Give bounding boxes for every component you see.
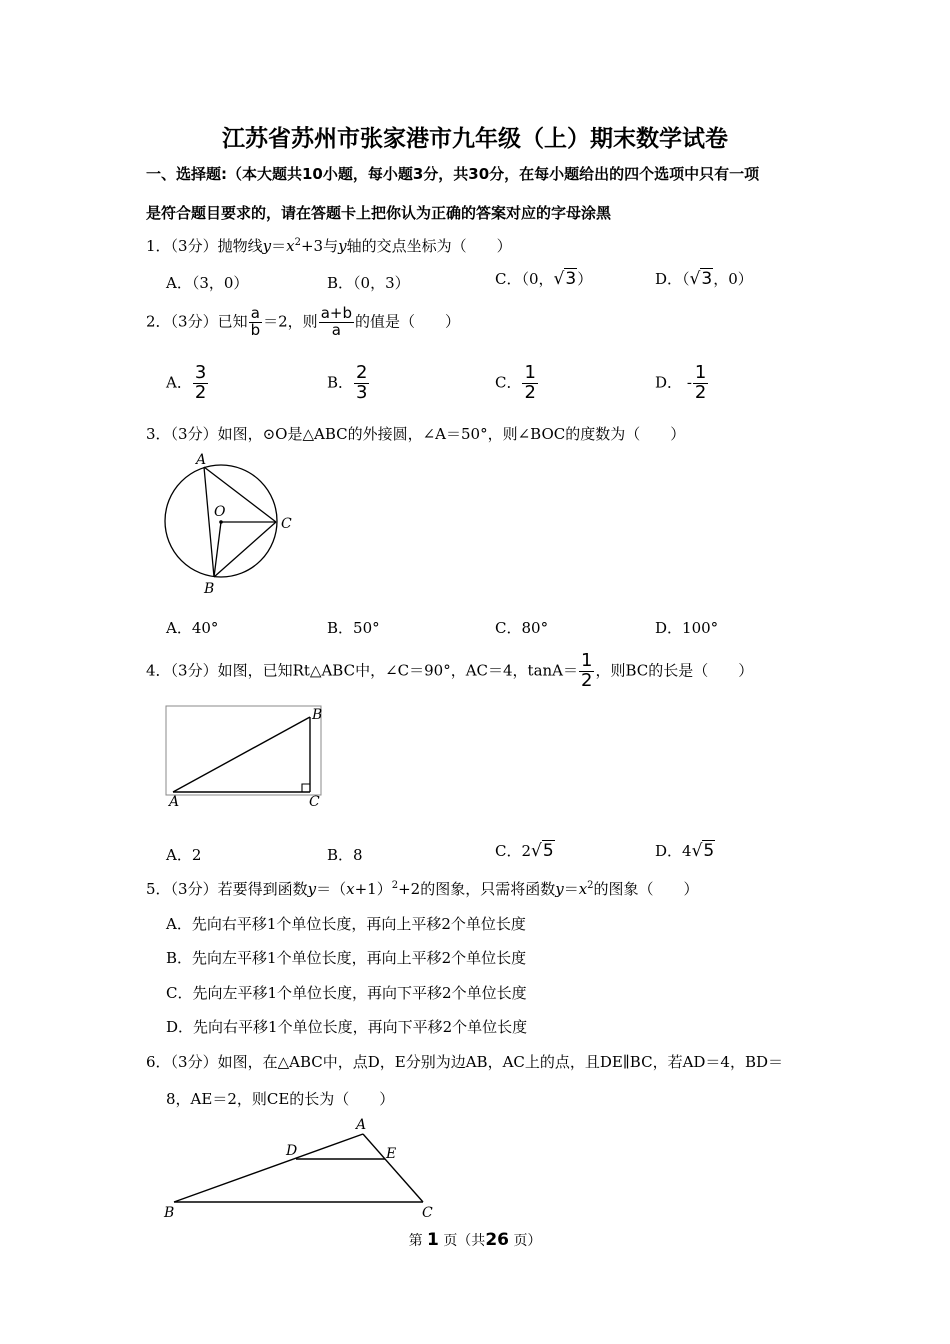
label-b: B [164,1205,175,1221]
question-1-option-b: B．（0，3） [327,274,410,292]
right-angle-mark [302,784,310,792]
question-4-option-b: B．8 [327,846,363,864]
question-5-stem: 5．（3分）若要得到函数$y=(x+1)^2+2$的图象，只需将函数$y=x^2$的图象（ ） [146,880,699,898]
page-total: 26 [485,1230,509,1250]
question-5-option-d: D．先向右平移1个单位长度，再向下平移2个单位长度 [166,1018,528,1036]
label-o: O [214,504,226,520]
question-3-stem: 3．（3分）如图，⊙O是△ABC的外接圆，∠A＝50°，则∠BOC的度数为（ ） [146,425,686,443]
figure-circle-triangle [160,448,310,598]
figure-right-triangle [165,705,330,810]
question-6-stem-line2: 8，AE＝2，则CE的长为（ ） [166,1090,395,1108]
question-2-option-a: A． $\frac{3}{2}$ [166,362,207,403]
label-d: D [286,1143,298,1159]
question-4-stem: 4．（3分）如图，已知Rt△ABC中，∠C＝90°，AC＝4，tanA＝ $\frac{1}{2}$ ，则BC的长是（ ） [146,650,754,691]
question-2-stem: 2．（3分）已知 $\frac{a}{b}$ ＝2，则 $\frac{a+b}{a}$ 的值是（ ） [146,304,460,339]
question-1-stem: 1．（3分）抛物线$y=x^2+3$与y轴的交点坐标为（ ） [146,237,512,255]
question-3-option-d: D．100° [655,619,719,637]
question-3-option-b: B．50° [327,619,380,637]
question-3-option-c: C．80° [495,619,549,637]
section-heading-line1: 一、选择题:（本大题共10小题，每小题3分，共30分，在每小题给出的四个选项中只有一项 [146,165,760,183]
question-4-option-a: A．2 [166,846,202,864]
question-2-option-d: D． - $\frac{1}{2}$ [655,362,707,403]
center-point [219,520,223,524]
label-a: A [196,452,207,468]
section-heading-line2: 是符合题目要求的，请在答题卡上把你认为正确的答案对应的字母涂黑 [146,204,612,222]
page-number: 1 [427,1230,439,1250]
label-b: B [312,707,323,723]
page-title: 江苏省苏州市张家港市九年级（上）期末数学试卷 [222,126,728,152]
label-c: C [422,1205,433,1221]
question-1-option-d: D．（√3，0） [655,269,753,289]
question-6-stem-line1: 6．（3分）如图，在△ABC中，点D，E分别为边AB，AC上的点，且DE∥BC，若AD＝4，BD＝ [146,1053,784,1071]
question-1-option-a: A．（3，0） [166,274,249,292]
question-2-option-c: C． $\frac{1}{2}$ [495,362,536,403]
label-a: A [169,794,180,810]
label-a: A [356,1117,367,1133]
question-5-option-a: A．先向右平移1个单位长度，再向上平移2个单位长度 [166,915,526,933]
question-4-option-d: D．4√5 [655,841,715,861]
label-b: B [204,581,215,597]
label-c: C [281,516,292,532]
figure-frame [166,706,321,795]
fraction-a-over-b: $\frac{a}{b}$ [250,304,261,339]
question-5-option-c: C．先向左平移1个单位长度，再向下平移2个单位长度 [166,984,527,1002]
question-3-option-a: A．40° [166,619,219,637]
question-2-option-b: B． $\frac{2}{3}$ [327,362,368,403]
figure-triangle-parallel [160,1113,450,1223]
page-footer: 第 1 页（共26 页） [408,1230,542,1250]
label-e: E [386,1146,397,1162]
question-5-option-b: B．先向左平移1个单位长度，再向上平移2个单位长度 [166,949,527,967]
label-c: C [309,794,320,810]
question-4-option-c: C．2√5 [495,841,554,861]
question-1-option-c: C．（0，√3） [495,269,593,289]
fraction-a-plus-b-over-a: $\frac{a+b}{a}$ [320,304,352,339]
